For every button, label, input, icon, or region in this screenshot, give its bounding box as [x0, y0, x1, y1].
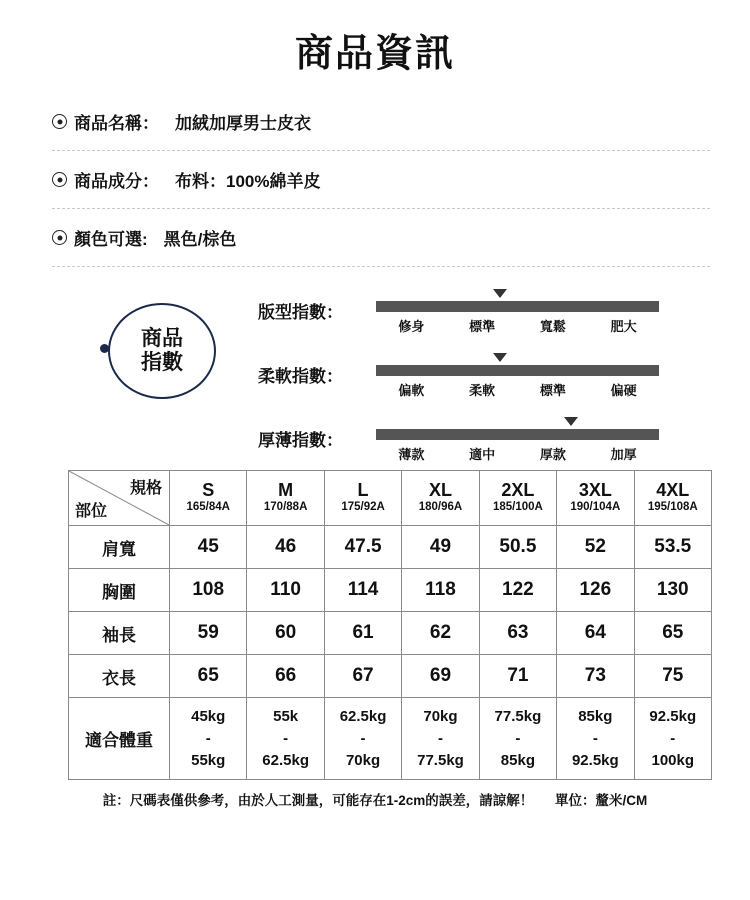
info-row-name: [52, 103, 710, 140]
cell-chest-4xl: 130: [634, 569, 711, 612]
index-marker-softness: [493, 353, 507, 362]
info-row-color: [52, 219, 710, 256]
cell-length-s: 65: [170, 655, 247, 698]
product-index-section: [0, 281, 750, 466]
cell-shoulder-3xl: 52: [557, 526, 634, 569]
index-title-fit: 版型指數：: [258, 303, 343, 322]
bullet-icon: [52, 172, 67, 187]
info-label-name: 商品名稱：: [74, 114, 159, 133]
divider: [52, 266, 710, 267]
cell-sleeve-xl: 62: [402, 612, 479, 655]
cell-chest-s: 108: [170, 569, 247, 612]
circle-line-1: 商品: [141, 327, 183, 351]
size-table-corner: [69, 471, 170, 526]
cell-length-l: 67: [324, 655, 401, 698]
cell-shoulder-l: 47.5: [324, 526, 401, 569]
index-bars: [258, 289, 678, 481]
info-row-material: [52, 161, 710, 198]
cell-length-3xl: 73: [557, 655, 634, 698]
cell-chest-m: 110: [247, 569, 324, 612]
index-track-fit: [376, 301, 659, 312]
cell-chest-2xl: 122: [479, 569, 556, 612]
size-sub-l: 175/92A: [341, 500, 385, 513]
bullet-icon: [52, 230, 67, 245]
row-label-sleeve: 袖長: [69, 612, 170, 655]
cell-length-xl: 69: [402, 655, 479, 698]
size-sub-m: 170/88A: [263, 500, 308, 513]
circle-line-2: 指數: [141, 351, 183, 374]
product-info-list: [52, 103, 710, 267]
index-tick-thickness-2: 厚款: [539, 447, 566, 462]
index-tick-fit-0: 修身: [398, 319, 425, 334]
size-name-m: M: [278, 480, 294, 501]
corner-part-label: 部位: [75, 503, 108, 520]
table-row: [69, 655, 712, 698]
cell-sleeve-s: 59: [170, 612, 247, 655]
cell-shoulder-2xl: 50.5: [479, 526, 556, 569]
index-title-thickness: 厚薄指數：: [258, 431, 343, 450]
cell-sleeve-2xl: 63: [479, 612, 556, 655]
size-sub-xl: 180/96A: [418, 500, 463, 513]
size-table-wrap: [68, 470, 712, 780]
bullet-icon: [52, 114, 67, 129]
cell-weight-2xl: 77.5kg - 85kg: [479, 698, 556, 780]
cell-weight-m: 55k - 62.5kg: [247, 698, 324, 780]
index-tick-thickness-1: 適中: [469, 447, 496, 462]
index-bar-area-softness: [376, 353, 659, 399]
cell-weight-l: 62.5kg - 70kg: [324, 698, 401, 780]
footnote: [0, 789, 750, 809]
index-tick-softness-2: 標準: [539, 383, 566, 398]
index-tick-fit-1: 標準: [469, 319, 496, 334]
cell-shoulder-4xl: 53.5: [634, 526, 711, 569]
footnote-note: 註：尺碼表僅供參考，由於人工測量，可能存在1-2cm的誤差，請諒解！: [102, 793, 534, 809]
index-tick-softness-0: 偏軟: [398, 383, 425, 398]
size-sub-2xl: 185/100A: [492, 500, 543, 513]
index-row-softness: [258, 353, 678, 399]
cell-shoulder-m: 46: [247, 526, 324, 569]
size-sub-4xl: 195/108A: [647, 500, 698, 513]
index-track-softness: [376, 365, 659, 376]
info-label-material: 商品成分：: [74, 172, 159, 191]
info-value-name: 加絨加厚男士皮衣: [175, 114, 311, 133]
index-title-softness: 柔軟指數：: [258, 367, 343, 386]
cell-chest-xl: 118: [402, 569, 479, 612]
size-name-xl: XL: [428, 480, 452, 501]
index-tick-softness-1: 柔軟: [469, 383, 496, 398]
cell-weight-3xl: 85kg - 92.5kg: [557, 698, 634, 780]
divider: [52, 208, 710, 209]
index-ticks-fit: [376, 316, 659, 335]
index-ticks-softness: [376, 380, 659, 399]
table-row-weight: [69, 698, 712, 780]
cell-weight-s: 45kg - 55kg: [170, 698, 247, 780]
cell-sleeve-m: 60: [247, 612, 324, 655]
corner-spec-label: 規格: [129, 480, 162, 497]
table-row: [69, 526, 712, 569]
cell-length-m: 66: [247, 655, 324, 698]
size-sub-3xl: 190/104A: [570, 500, 621, 513]
size-sub-s: 165/84A: [186, 500, 230, 513]
row-label-weight: 適合體重: [69, 698, 170, 780]
cell-chest-3xl: 126: [557, 569, 634, 612]
info-value-material: 布料：100%綿羊皮: [175, 172, 321, 191]
size-name-4xl: 4XL: [656, 480, 690, 501]
index-tick-fit-3: 肥大: [610, 319, 637, 334]
info-value-color: 黑色/棕色: [163, 230, 237, 249]
table-row: [69, 569, 712, 612]
cell-length-4xl: 75: [634, 655, 711, 698]
product-index-circle: [108, 303, 216, 399]
cell-chest-l: 114: [324, 569, 401, 612]
cell-weight-4xl: 92.5kg - 100kg: [634, 698, 711, 780]
size-name-3xl: 3XL: [578, 480, 612, 501]
row-label-chest: 胸圍: [69, 569, 170, 612]
page-title: 商品資訊: [294, 33, 455, 75]
index-marker-fit: [493, 289, 507, 298]
row-label-shoulder: 肩寬: [69, 526, 170, 569]
cell-length-2xl: 71: [479, 655, 556, 698]
size-table: [68, 470, 712, 780]
index-bar-area-thickness: [376, 417, 659, 463]
index-tick-thickness-3: 加厚: [610, 447, 637, 462]
index-tick-fit-2: 寬鬆: [539, 319, 566, 334]
index-marker-thickness: [564, 417, 578, 426]
index-ticks-thickness: [376, 444, 659, 463]
footnote-unit: 單位：釐米/CM: [555, 793, 648, 809]
size-header-s: [170, 471, 247, 526]
size-name-2xl: 2XL: [501, 480, 535, 501]
size-name-l: L: [357, 480, 369, 501]
cell-sleeve-l: 61: [324, 612, 401, 655]
cell-shoulder-xl: 49: [402, 526, 479, 569]
cell-weight-xl: 70kg - 77.5kg: [402, 698, 479, 780]
index-bar-area-fit: [376, 289, 659, 335]
divider: [52, 150, 710, 151]
info-label-color: 顏色可選:: [74, 230, 148, 249]
table-row: [69, 612, 712, 655]
index-row-fit: [258, 289, 678, 335]
cell-shoulder-s: 45: [170, 526, 247, 569]
index-track-thickness: [376, 429, 659, 440]
index-row-thickness: [258, 417, 678, 463]
cell-sleeve-4xl: 65: [634, 612, 711, 655]
row-label-length: 衣長: [69, 655, 170, 698]
size-name-s: S: [202, 480, 215, 501]
cell-sleeve-3xl: 64: [557, 612, 634, 655]
index-tick-thickness-0: 薄款: [398, 447, 425, 462]
index-tick-softness-3: 偏硬: [610, 383, 637, 398]
